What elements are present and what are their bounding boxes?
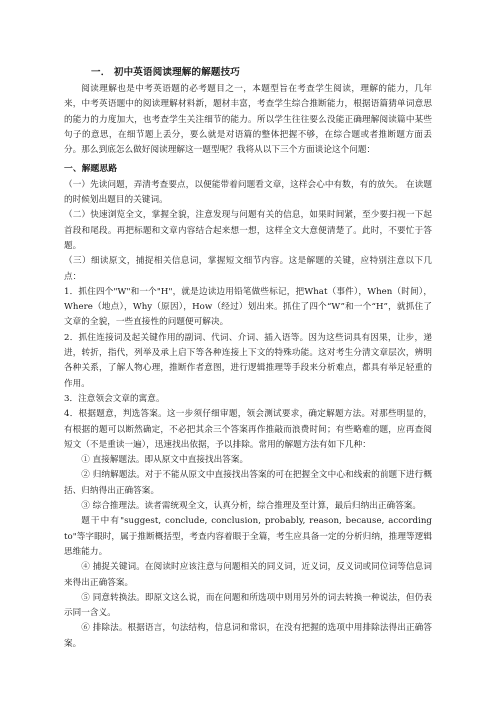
method-elimination: ⑥ 排除法。根据语言，句法结构，信息词和常识，在没有把握的选项中用排除法得出正确答案。 [64,623,432,649]
paragraph-point-2: 2．抓住连接词及起关键作用的副词、代词、介词、插入语等。因为这些词具有因果，让步，递进，转折，指代，列举及承上启下等各种连接上下文的特殊功能。这对考生分清文章层次，辨明各种关系，了解人物心理，推断作者意图，进行逻辑推理等手段来分析难点，都具有举足轻重的作用。 [64,332,432,389]
paragraph-point-1: 1．抓住四个"W"和一个"H"，就是边读边用铅笔做些标记，把What（事件），When（时间），Where（地点），Why（原因），How（经过）划出来。抓住了四个“W”和一个“H”，就抓住了文章的全貌，一些直接性的问题便可解决。 [64,286,432,328]
method-inference: ③ 综合推理法。读者需统观全文，认真分析，综合推理及至计算，最后归纳出正确答案。 [81,501,422,512]
section-heading: 一、解题思路 [64,164,118,175]
method-paraphrase: ⑤ 同意转换法。即原文这么说，而在问题和所选项中则用另外的词去转换一种说法，但仍表示同一含义。 [64,592,432,619]
method-keywords-note: 题干中有"suggest, conclude, conclusion, probably, reason, because, according to"等字眼时，属于推断概括型，考查内容着眼于全篇，考生应具备一定的分析归纳，推理等逻辑思维能力。 [64,516,432,557]
intro-paragraph: 阅读理解也是中考英语题的必考题目之一，本题型旨在考查学生阅读，理解的能力，几年来，中考英语题中的阅读理解材料新，题材丰富，考查学生综合推断能力，根据语篇猜单词意思的能力的力度加大，也考查学生关注细节的能力。所以学生往往要么没能正确理解阅读篇中某些句子的意思，在细节题上丢分，要么就是对语篇的整体把握不够，在综合题或者推断题方面丢分。那么到底怎么做好阅读理解这一题型呢？我将从以下三个方面谈论这个问题： [64,84,432,156]
method-direct: ① 直接解题法。即从原文中直接找出答案。 [81,455,249,466]
paragraph-point-4: 4．根据题意，判选答案。这一步须仔细审题，领会测试要求，确定解题方法。对那些明显的，有根据的题可以断然确定，不必把其余三个答案再作推敲而浪费时间；有些略难的题，应再查阅短文（不是重读一遍），迅速找出依据，予以排除。常用的解题方法有如下几种： [64,409,432,450]
method-induction: ② 归纳解题法。对于不能从原文中直接找出答案的可在把握全文中心和线索的前题下进行概括、归纳得出正确答案。 [64,470,432,496]
page-title: 一． 初中英语阅读理解的解题技巧 [91,67,241,78]
paragraph-step-2: （二）快速浏览全文，掌握全貌，注意发现与问题有关的信息，如果时间紧，至少要扫视一下起首段和尾段。再把标题和文章内容结合起来想一想，这样全文大意便清楚了。此时，不要忙于答题。 [64,210,432,251]
document-body [64,82,432,652]
paragraph-step-3: （三）细读原文，捕捉相关信息词，掌握短文细节内容。这是解题的关键，应特别注意以下几点： [64,256,432,282]
method-keyword: ④ 捕捉关键词。在阅读时应该注意与问题相关的同义词，近义词，反义词或同位词等信息词来得出正确答案。 [64,562,432,588]
paragraph-step-1: （一）先读问题，弄清考查要点，以便能带着问题看文章，这样会心中有数，有的放矢。 在读题的时候划出题目的关键词。 [64,179,432,206]
paragraph-point-3: 3．注意领会文章的寓意。 [64,393,165,404]
